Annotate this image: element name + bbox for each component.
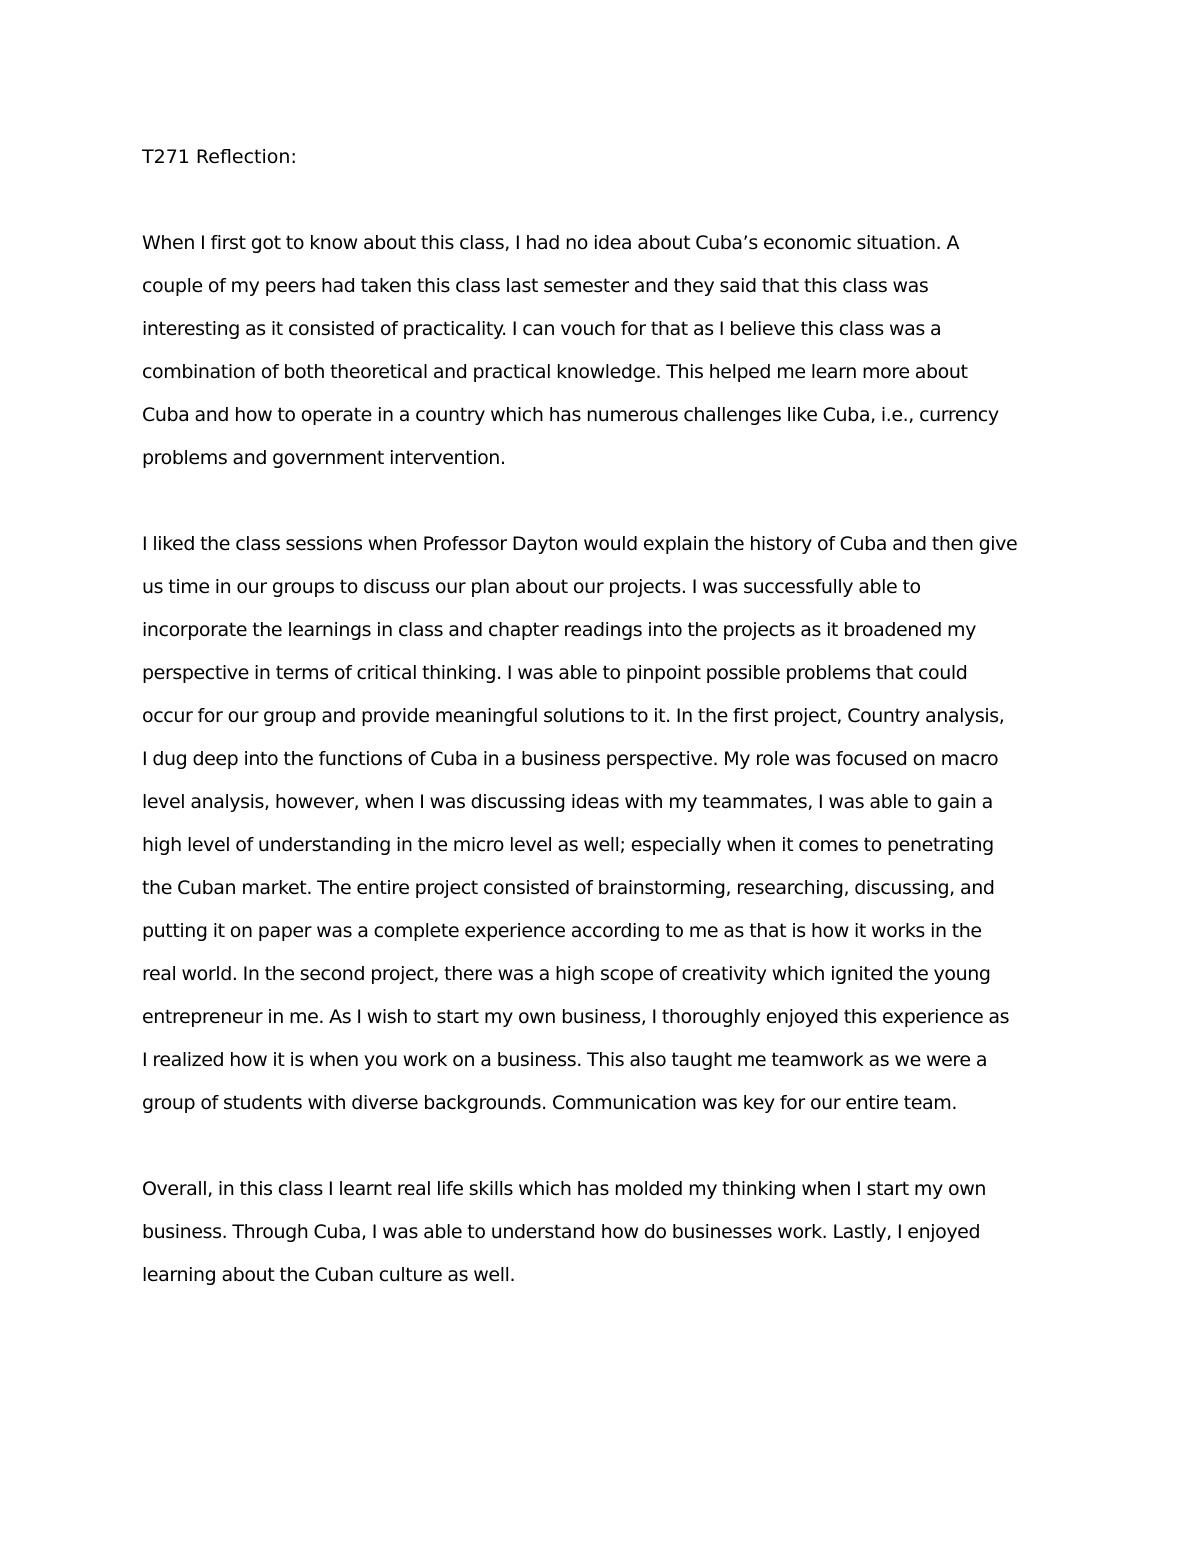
paragraph-line: the Cuban market. The entire project consisted of brainstorming, researching, discussing, and — [142, 877, 995, 899]
paragraph-line: group of students with diverse backgrounds. Communication was key for our entire team. — [142, 1092, 957, 1114]
paragraph-line: perspective in terms of critical thinking. I was able to pinpoint possible problems that could — [142, 662, 968, 684]
paragraph-3 — [142, 1168, 1072, 1297]
document-body — [142, 136, 1072, 1297]
paragraph-line: putting it on paper was a complete experience according to me as that is how it works in the — [142, 920, 982, 942]
paragraph-line: level analysis, however, when I was discussing ideas with my teammates, I was able to gain a — [142, 791, 993, 813]
paragraph-line: learning about the Cuban culture as well. — [142, 1264, 516, 1286]
paragraph-line: us time in our groups to discuss our plan about our projects. I was successfully able to — [142, 576, 921, 598]
paragraph-line: I realized how it is when you work on a business. This also taught me teamwork as we were a — [142, 1049, 988, 1071]
paragraph-line: entrepreneur in me. As I wish to start my own business, I thoroughly enjoyed this experience as — [142, 1006, 1010, 1028]
paragraph-line: combination of both theoretical and practical knowledge. This helped me learn more about — [142, 361, 968, 383]
paragraph-line: couple of my peers had taken this class last semester and they said that this class was — [142, 275, 929, 297]
paragraph-line: high level of understanding in the micro level as well; especially when it comes to penetrating — [142, 834, 994, 856]
paragraph-line: Overall, in this class I learnt real life skills which has molded my thinking when I start my own — [142, 1178, 987, 1200]
paragraph-line: I dug deep into the functions of Cuba in a business perspective. My role was focused on macro — [142, 748, 999, 770]
document-title: T271 Reflection: — [142, 146, 297, 168]
paragraph-line: incorporate the learnings in class and chapter readings into the projects as it broadened my — [142, 619, 976, 641]
paragraph-line: occur for our group and provide meaningful solutions to it. In the first project, Country analysis, — [142, 705, 1005, 727]
paragraph-1 — [142, 222, 1072, 480]
paragraph-line: problems and government intervention. — [142, 447, 506, 469]
paragraph-2 — [142, 523, 1072, 1125]
paragraph-line: When I first got to know about this class, I had no idea about Cuba’s economic situation. A — [142, 232, 960, 254]
paragraph-line: real world. In the second project, there was a high scope of creativity which ignited the young — [142, 963, 991, 985]
paragraph-line: business. Through Cuba, I was able to understand how do businesses work. Lastly, I enjoyed — [142, 1221, 981, 1243]
paragraph-line: interesting as it consisted of practicality. I can vouch for that as I believe this class was a — [142, 318, 942, 340]
paragraph-line: I liked the class sessions when Professor Dayton would explain the history of Cuba and then give — [142, 533, 1018, 555]
paragraph-line: Cuba and how to operate in a country which has numerous challenges like Cuba, i.e., currency — [142, 404, 999, 426]
